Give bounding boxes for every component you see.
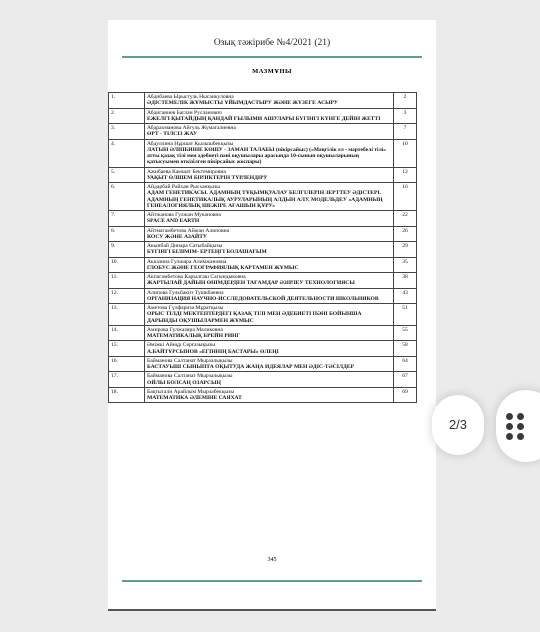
entry-number: 8. bbox=[109, 226, 145, 242]
entry-page: 35 bbox=[394, 257, 417, 273]
table-row bbox=[109, 372, 417, 388]
table-row bbox=[109, 139, 417, 167]
table-row bbox=[109, 273, 417, 289]
entry-title: SPACE AND EARTH bbox=[147, 218, 200, 225]
contents-table bbox=[108, 92, 417, 403]
table-row bbox=[109, 124, 417, 140]
entry-number: 11. bbox=[109, 273, 145, 289]
entry-page: 3 bbox=[394, 108, 417, 124]
page-number: 345 bbox=[267, 557, 277, 563]
dot bbox=[517, 433, 524, 440]
entry-author: Абдибаева Ырысгуль Нысанкуловна bbox=[147, 94, 234, 100]
entry-author: Ажибаева Камшат Бектемировна bbox=[147, 168, 226, 175]
entry-author: Байманова Салтанат Мырзалықызы bbox=[147, 357, 233, 364]
entry-content bbox=[145, 93, 394, 109]
entry-title: БАСТАУЫШ СЫНЫПТА ОҚЫТУДА ЖАҢА ИДЕЯЛАР МЕН ӘДІС-ТӘСІЛДЕР bbox=[147, 364, 355, 370]
entry-author: Бақтыгали Арайлым Мырзабекқызы bbox=[147, 388, 235, 395]
entry-content bbox=[145, 372, 394, 388]
entry-content bbox=[145, 257, 394, 273]
entry-title: ЕЖЕЛГІ ҚЫТАЙДЫҢ ҚАНДАЙ ҒЫЛЫМИ АШУЛАРЫ БҮГІНГІ КҮНГЕ ДЕЙІН ЖЕТТІ bbox=[147, 115, 381, 122]
entry-content bbox=[145, 139, 394, 167]
entry-content bbox=[145, 356, 394, 372]
entry-page: 69 bbox=[394, 387, 417, 403]
entry-author: Абдрахманова Айгуль Жумагалиевна bbox=[147, 125, 236, 131]
entry-title: ЛАТЫН ӘЛІПБИІНЕ КӨШУ - ЗАМАН ТАЛАБЫ (пікірсайыс) («Мәңгілік ел - мәртебелі тілі» атты қазақ тілі мен әдебиеті пәні оқушылары арасында 10-сынып оқушыларының қатысуымен өткізілген пікірсайыс жоспары) bbox=[147, 146, 387, 166]
entry-number: 5. bbox=[109, 167, 145, 183]
entry-content bbox=[145, 108, 394, 124]
entry-content bbox=[145, 387, 394, 403]
entry-content bbox=[145, 288, 394, 304]
table-row bbox=[109, 242, 417, 258]
entry-title: ОРЫС ТІЛДІ МЕКТЕПТЕРДЕГІ ҚАЗАҚ ТІЛІ МЕН ӘДЕБИЕТІ ПӘНІ БОЙЫНША ДАРЫНДЫ ОҚУШЫЛАРМЕН ЖҰМЫС bbox=[147, 311, 362, 324]
journal-header: Озық тәжірибе №4/2021 (21) bbox=[213, 38, 331, 48]
entry-number: 17. bbox=[109, 372, 145, 388]
entry-page: 10 bbox=[394, 139, 417, 167]
contents-title: МАЗМҰНЫ bbox=[252, 68, 292, 75]
entry-author: Аметова Гүлфариза Мұратқызы bbox=[147, 305, 224, 311]
entry-content bbox=[145, 325, 394, 341]
entry-number: 16. bbox=[109, 356, 145, 372]
table-row bbox=[109, 341, 417, 357]
entry-number: 15. bbox=[109, 341, 145, 357]
table-row bbox=[109, 226, 417, 242]
entry-author: Абдиганиев Баглан Русланович bbox=[147, 109, 222, 116]
table-row bbox=[109, 93, 417, 109]
table-row bbox=[109, 108, 417, 124]
entry-title: А.БАЙТҰРСЫНОВ «ЕГІННІҢ БАСТАРЫ» ӨЛЕҢІ bbox=[147, 348, 279, 355]
entry-content bbox=[145, 341, 394, 357]
next-page-edge bbox=[108, 603, 436, 611]
entry-page: 7 bbox=[394, 124, 417, 140]
entry-page: 29 bbox=[394, 242, 417, 258]
entry-title: МАТЕМАТИКАЛЫҚ БРЕЙН РИНГ bbox=[147, 333, 241, 339]
contents-table-body bbox=[109, 93, 417, 403]
entry-author: Әміжкі Айнұр Серғазықызы bbox=[147, 342, 215, 349]
table-row bbox=[109, 211, 417, 227]
header-rule bbox=[122, 56, 422, 58]
entry-number: 9. bbox=[109, 242, 145, 258]
entry-page: 26 bbox=[394, 226, 417, 242]
entry-author: Акпагамбетова Карылгаш Сагындыковна bbox=[147, 274, 246, 280]
table-row bbox=[109, 387, 417, 403]
entry-page: 67 bbox=[394, 372, 417, 388]
page-indicator[interactable]: 2/3 bbox=[432, 395, 484, 455]
entry-number: 2. bbox=[109, 108, 145, 124]
table-row bbox=[109, 288, 417, 304]
table-row bbox=[109, 167, 417, 183]
entry-title: ОРГАНИЗАЦИЯ НАУЧНО-ИССЛЕДОВАТЕЛЬСКОЙ ДЕЯТЕЛЬНОСТИ ШКОЛЬНИКОВ bbox=[147, 295, 379, 302]
more-dots-icon[interactable] bbox=[496, 390, 540, 462]
entry-author: Абдуллина Нұршат Қылышбекқызы bbox=[147, 140, 234, 147]
table-row bbox=[109, 356, 417, 372]
entry-author: Амирова Гулжазира Маликовна bbox=[147, 326, 223, 333]
entry-title: ГЛОБУС ЖӘНЕ ГЕОГРАФИЯЛЫҚ КАРТАМЕН ЖҰМЫС bbox=[147, 264, 299, 271]
dot bbox=[517, 423, 524, 430]
entry-page: 12 bbox=[394, 167, 417, 183]
entry-page: 22 bbox=[394, 211, 417, 227]
entry-author: Алипова Гульбакит Тушкбаевна bbox=[147, 289, 224, 296]
entry-page: 64 bbox=[394, 356, 417, 372]
entry-author: Акынбай Динара Сатыбайқызы bbox=[147, 243, 223, 249]
entry-page: 16 bbox=[394, 183, 417, 211]
table-row bbox=[109, 183, 417, 211]
table-row bbox=[109, 257, 417, 273]
entry-author: Айдарбай Райхан Рысханқызы bbox=[147, 184, 220, 190]
entry-content bbox=[145, 124, 394, 140]
entry-page: 38 bbox=[394, 273, 417, 289]
entry-number: 3. bbox=[109, 124, 145, 140]
entry-number: 7. bbox=[109, 211, 145, 227]
entry-content bbox=[145, 211, 394, 227]
dot bbox=[506, 413, 513, 420]
entry-page: 43 bbox=[394, 288, 417, 304]
entry-content bbox=[145, 226, 394, 242]
entry-title: АДАМ ГЕНЕТИКАСЫ. АДАМНЫҢ ТҰҚЫМҚУАЛАУ БЕЛГІЛЕРІН ЗЕРТТЕУ ӘДІСТЕРІ. АДАМНЫҢ ГЕНЕТИКАЛЫҚ АУРУЛАРЫНЫҢ АЛДЫН АЛУ. МОДЕЛЬДЕУ «АДАМНЫҢ ГЕНЕАЛОГИЯЛЫҚ ШЕЖІРЕ АҒАШЫН ҚҰРУ» bbox=[147, 190, 383, 209]
entry-title: УАҚЫТ ӨЛШЕМ БІРЛІКТЕРІН ТҮРЛЕНДІРУ bbox=[147, 174, 268, 181]
entry-author: Акказина Гулшара Алимжановна bbox=[147, 258, 227, 265]
entry-number: 4. bbox=[109, 139, 145, 167]
entry-title: ЖАРТЫЛАЙ ДАЙЫН ӨНІМДЕРДЕН ТАҒАМДАР ӘЗІРЛЕУ ТЕХНОЛОГИЯСЫ bbox=[147, 280, 355, 287]
entry-title: МАТЕМАТИКА ӘЛЕМІНЕ САЯХАТ bbox=[147, 395, 242, 401]
entry-author: Айтмагамбетова Айжан Алиповна bbox=[147, 227, 230, 234]
entry-content bbox=[145, 167, 394, 183]
entry-author: Байманова Салтанат Мырзалықызы bbox=[147, 373, 233, 380]
dot bbox=[506, 433, 513, 440]
entry-number: 14. bbox=[109, 325, 145, 341]
entry-number: 10. bbox=[109, 257, 145, 273]
footer-rule bbox=[122, 580, 422, 582]
entry-title: БҮГІНГІ БІЛІМІМ- ЕРТЕҢГІ БОЛАШАҒЫМ bbox=[147, 249, 267, 256]
table-row bbox=[109, 325, 417, 341]
entry-page: 2 bbox=[394, 93, 417, 109]
entry-title: КОСУ ЖӘНЕ АЗАЙТУ bbox=[147, 233, 208, 240]
dot bbox=[506, 423, 513, 430]
dot bbox=[517, 413, 524, 420]
entry-title: ӨРТ - ТІЛСІЗ ЖАУ bbox=[147, 131, 198, 138]
entry-page: 58 bbox=[394, 341, 417, 357]
entry-number: 13. bbox=[109, 304, 145, 326]
entry-number: 18. bbox=[109, 387, 145, 403]
table-row bbox=[109, 304, 417, 326]
entry-page: 55 bbox=[394, 325, 417, 341]
document-page bbox=[108, 20, 436, 605]
entry-title: ӘДІСТЕМЕЛІК ЖҰМЫСТЫ ҰЙЫМДАСТЫРУ ЖӘНЕ ЖҮЗЕГЕ АСЫРУ bbox=[147, 100, 338, 107]
entry-number: 6. bbox=[109, 183, 145, 211]
entry-number: 1. bbox=[109, 93, 145, 109]
entry-title: ОЙЛЫ БОЛСАҢ ОЗАРСЫҢ bbox=[147, 379, 221, 386]
entry-content bbox=[145, 183, 394, 211]
entry-number: 12. bbox=[109, 288, 145, 304]
entry-content bbox=[145, 242, 394, 258]
entry-page: 51 bbox=[394, 304, 417, 326]
entry-content bbox=[145, 304, 394, 326]
entry-content bbox=[145, 273, 394, 289]
entry-author: Айтжанова Гулжан Мукановна bbox=[147, 212, 221, 218]
